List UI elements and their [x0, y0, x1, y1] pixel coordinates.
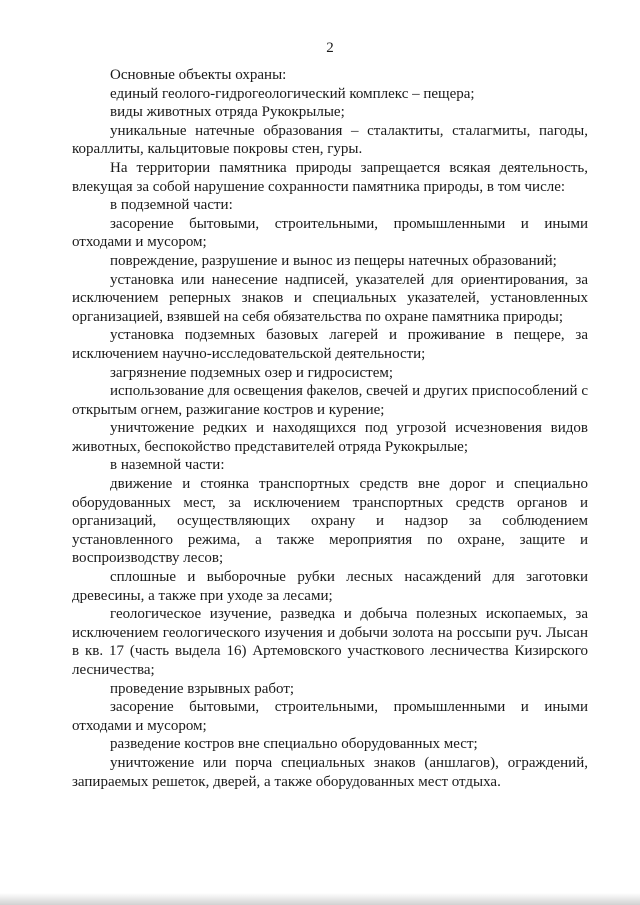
page-number: 2: [326, 40, 334, 56]
paragraph: единый геолого-гидрогеологический комплекс – пещера;: [110, 85, 475, 102]
paragraph: загрязнение подземных озер и гидросистем;: [110, 364, 394, 381]
document-body: [72, 66, 588, 791]
paragraph: виды животных отряда Рукокрылые;: [110, 104, 345, 121]
paragraph: сплошные и выборочные рубки лесных насаждений для заготовки древесины, а также при уходе за лесами;: [72, 569, 588, 604]
paragraph: использование для освещения факелов, свечей и других приспособлений с открытым огнем, разжигание костров и курение;: [72, 383, 588, 418]
paragraph: геологическое изучение, разведка и добыча полезных ископаемых, за исключением геологического изучения и добычи золота на россыпи руч. Лысан в кв. 17 (часть выдела 16) Артемовского участкового лесничества Кизирского лесничества;: [72, 606, 588, 678]
paragraph: засорение бытовыми, строительными, промышленными и иными отходами и мусором;: [72, 699, 588, 734]
paragraph: Основные объекты охраны:: [110, 67, 287, 83]
paragraph: уникальные натечные образования – сталактиты, сталагмиты, пагоды, кораллиты, кальцитовые покровы стен, гуры.: [72, 122, 588, 158]
paragraph: проведение взрывных работ;: [110, 680, 295, 697]
paragraph: разведение костров вне специально оборудованных мест;: [110, 736, 478, 753]
paragraph: уничтожение редких и находящихся под угрозой исчезновения видов животных, беспокойство представителей отряда Рукокрылые;: [72, 420, 588, 455]
paragraph: установка или нанесение надписей, указателей для ориентирования, за исключением реперных знаков и специальных указателей, установленных организацией, взявшей на себя обязательства по охране памятника природы;: [72, 271, 588, 325]
paragraph: в наземной части:: [110, 457, 225, 474]
paragraph: в подземной части:: [110, 197, 233, 214]
scan-shadow: [0, 893, 640, 905]
paragraph: засорение бытовыми, строительными, промышленными и иными отходами и мусором;: [72, 215, 588, 251]
paragraph: движение и стоянка транспортных средств вне дорог и специально оборудованных мест, за исключением транспортных средств органов и организаций, осуществляющих охрану и надзор за соблюдением установленного режима, а также мероприятия по охране, защите и воспроизводству лесов;: [72, 476, 588, 567]
paragraph: уничтожение или порча специальных знаков (аншлагов), ограждений, запираемых решеток, дверей, а также оборудованных мест отдыха.: [72, 754, 588, 790]
paragraph: установка подземных базовых лагерей и проживание в пещере, за исключением научно-исследовательской деятельности;: [72, 327, 588, 362]
paragraph: На территории памятника природы запрещается всякая деятельность, влекущая за собой нарушение сохранности памятника природы, в том числе:: [72, 159, 588, 195]
paragraph: повреждение, разрушение и вынос из пещеры натечных образований;: [110, 252, 557, 269]
